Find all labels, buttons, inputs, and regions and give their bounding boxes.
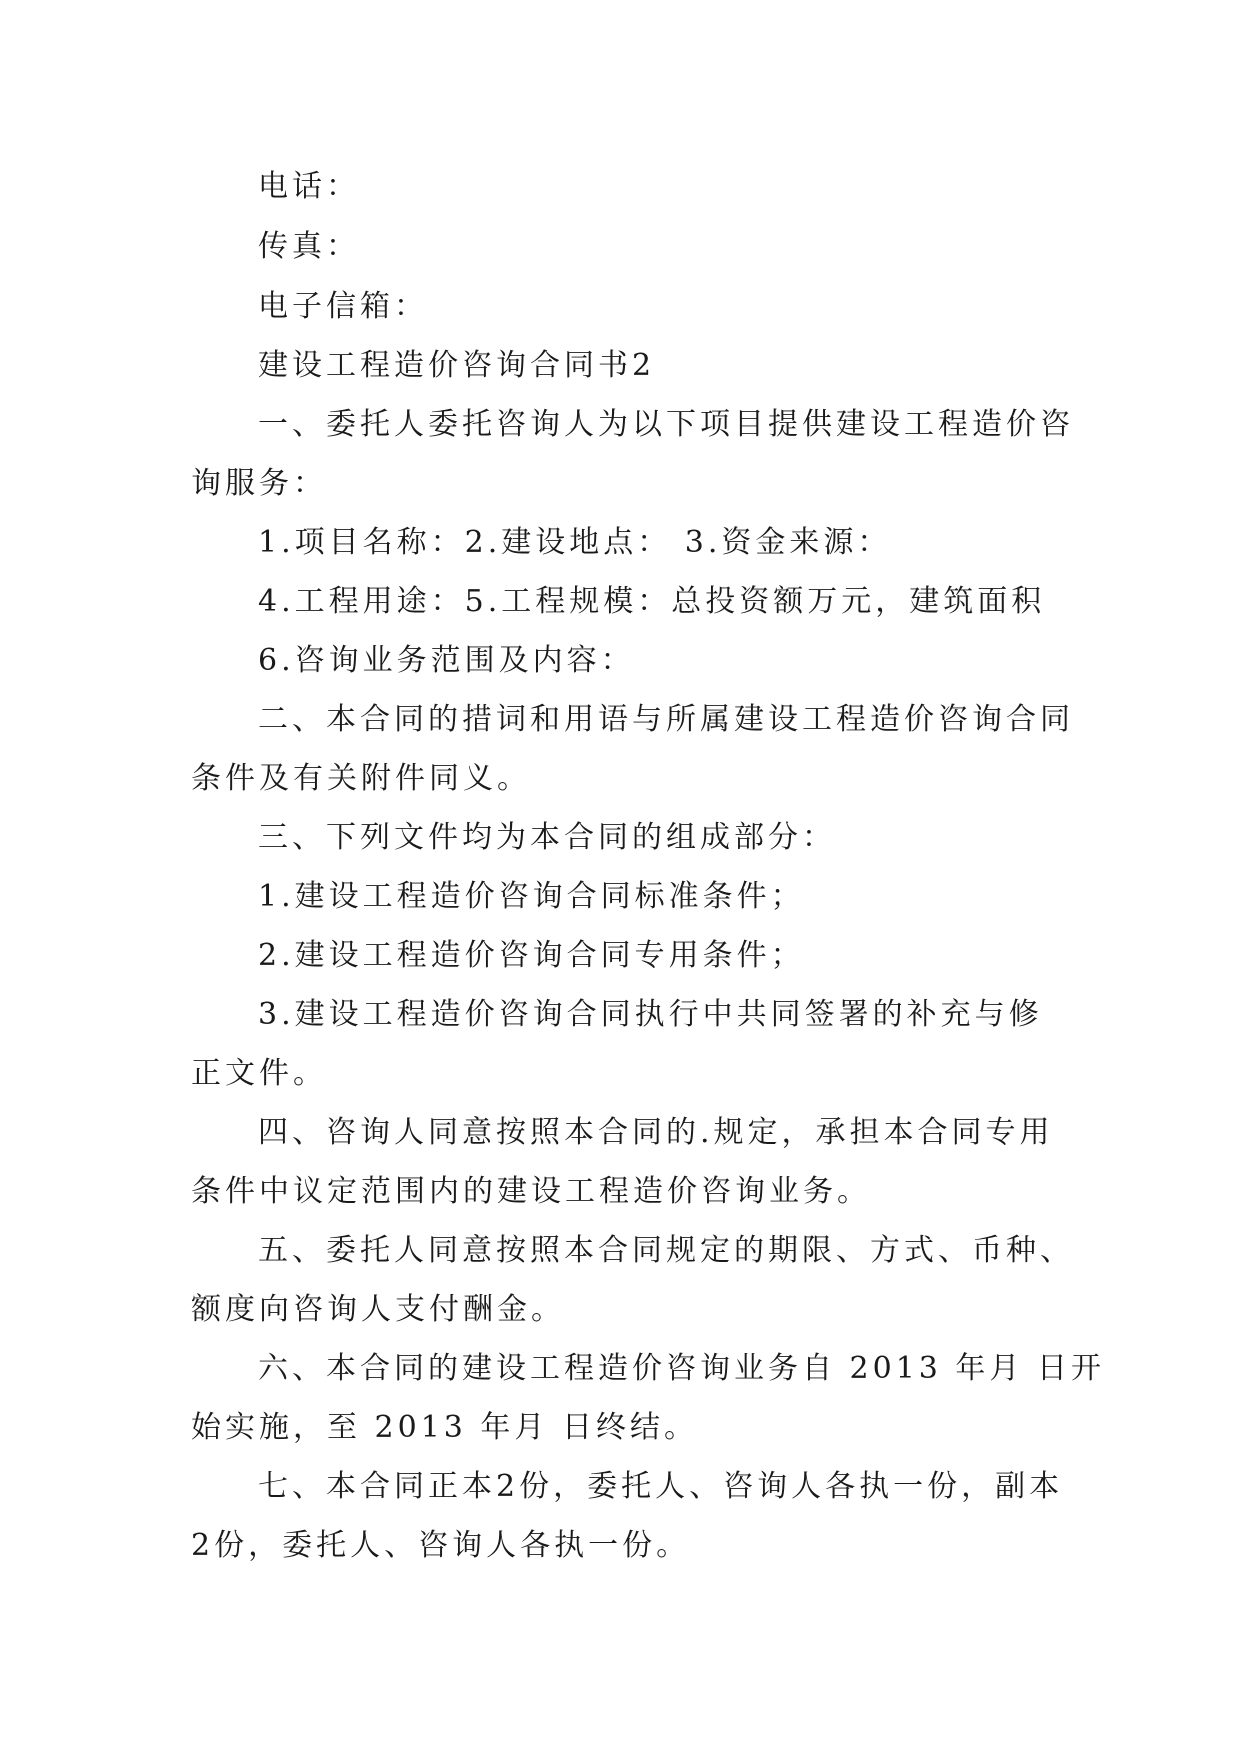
clause-3-item-2: 2.建设工程造价咨询合同专用条件； — [258, 938, 805, 973]
clause-7-line-1: 七、本合同正本2份，委托人、咨询人各执一份，副本 — [258, 1469, 1064, 1504]
clause-2-line-1: 二、本合同的措词和用语与所属建设工程造价咨询合同 — [258, 702, 1074, 737]
project-items-line-2: 4.工程用途：5.工程规模：总投资额万元，建筑面积 — [258, 584, 1046, 619]
phone-label: 电话： — [258, 169, 360, 204]
project-items-line-1: 1.项目名称：2.建设地点： 3.资金来源： — [258, 525, 892, 560]
email-label: 电子信箱： — [258, 289, 428, 324]
clause-4-line-2: 条件中议定范围内的建设工程造价咨询业务。 — [191, 1174, 871, 1209]
clause-4-line-1: 四、咨询人同意按照本合同的.规定，承担本合同专用 — [258, 1115, 1054, 1150]
clause-3-item-1: 1.建设工程造价咨询合同标准条件； — [258, 879, 805, 914]
clause-5-line-1: 五、委托人同意按照本合同规定的期限、方式、币种、 — [258, 1233, 1074, 1268]
document-title: 建设工程造价咨询合同书2 — [258, 348, 656, 383]
project-items-line-3: 6.咨询业务范围及内容： — [258, 643, 635, 678]
clause-7-line-2: 2份，委托人、咨询人各执一份。 — [191, 1528, 691, 1563]
clause-3-item-3-line-2: 正文件。 — [191, 1056, 327, 1091]
clause-1-line-1: 一、委托人委托咨询人为以下项目提供建设工程造价咨 — [258, 407, 1074, 442]
clause-3-item-3-line-1: 3.建设工程造价咨询合同执行中共同签署的补充与修 — [258, 997, 1043, 1032]
clause-2-line-2: 条件及有关附件同义。 — [191, 761, 531, 796]
clause-6-line-2: 始实施，至 2013 年月 日终结。 — [191, 1410, 698, 1445]
clause-6-line-1: 六、本合同的建设工程造价咨询业务自 2013 年月 日开 — [258, 1351, 1105, 1386]
clause-5-line-2: 额度向咨询人支付酬金。 — [191, 1292, 565, 1327]
fax-label: 传真： — [258, 229, 360, 264]
clause-1-line-2: 询服务： — [191, 466, 327, 501]
clause-3-heading: 三、下列文件均为本合同的组成部分： — [258, 820, 836, 855]
